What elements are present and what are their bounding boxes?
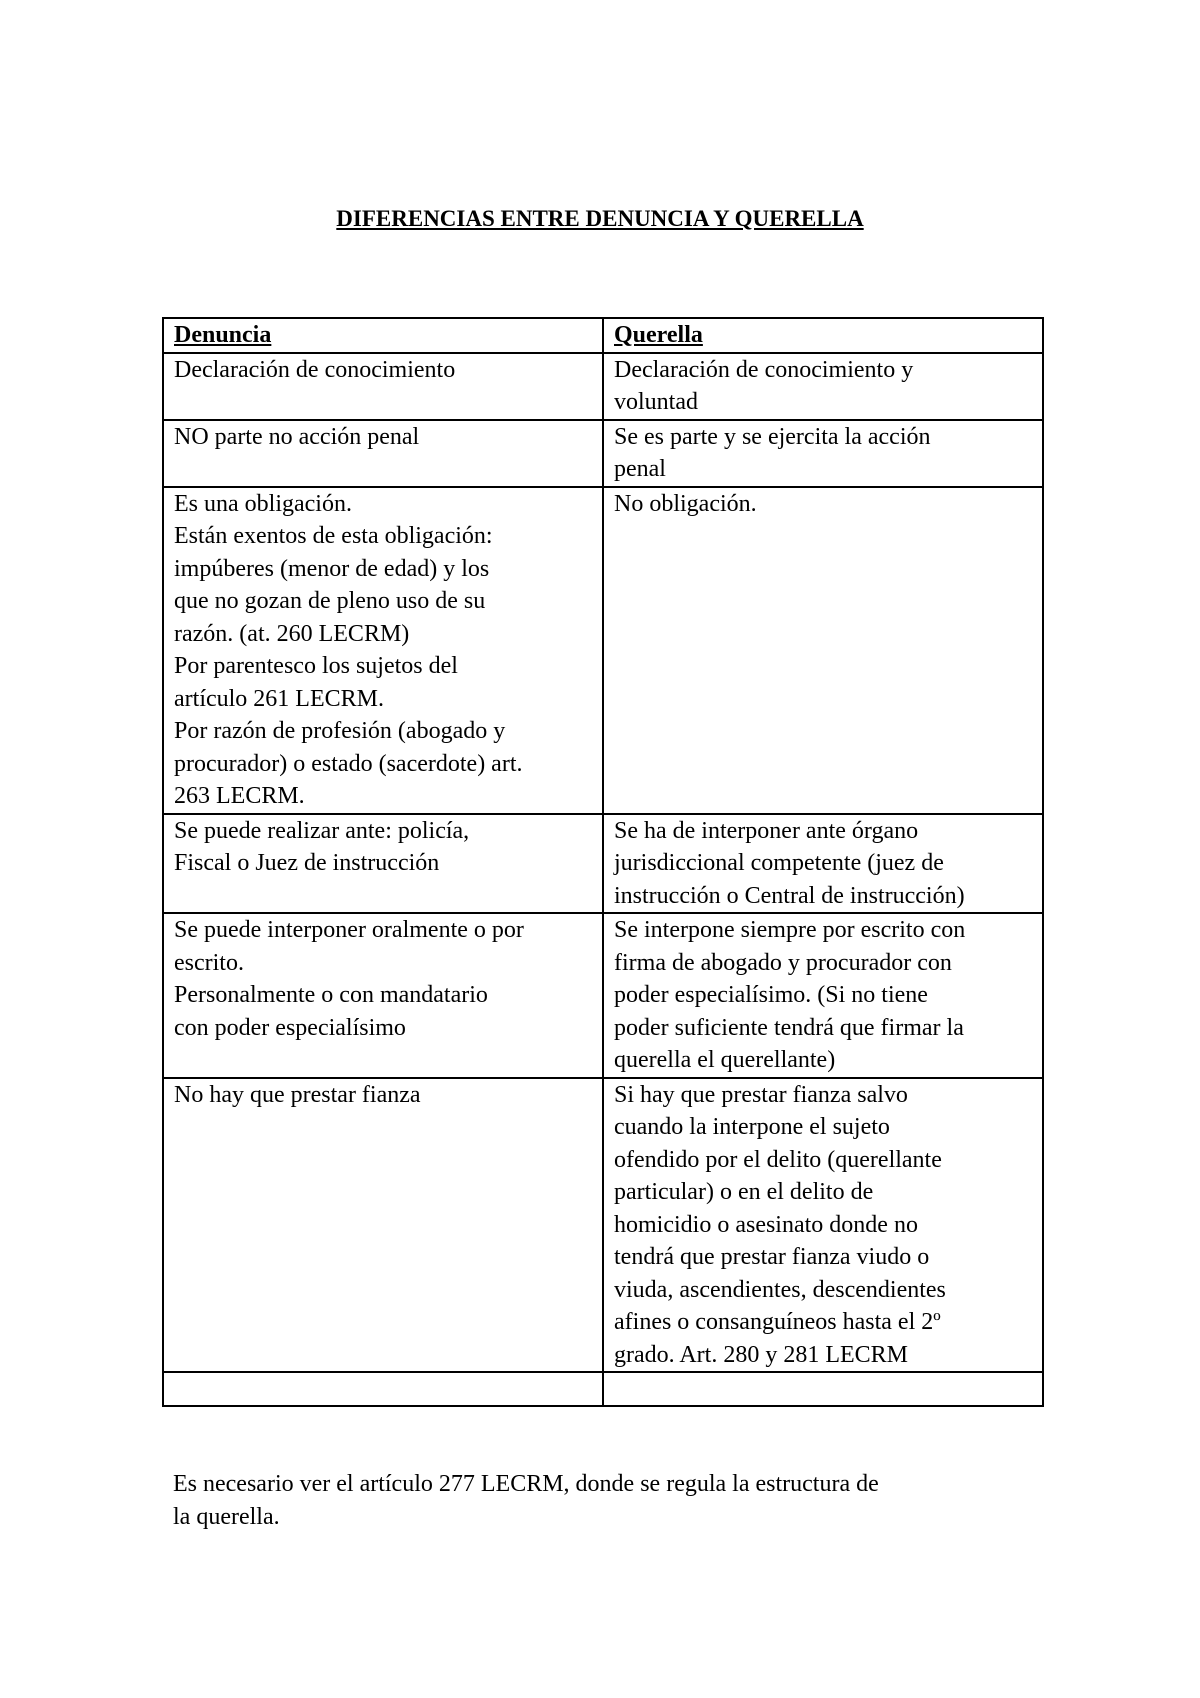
cell-querella: Se es parte y se ejercita la acción penal xyxy=(603,420,1043,487)
cell-querella: No obligación. xyxy=(603,487,1043,814)
cell-querella: Declaración de conocimiento y voluntad xyxy=(603,353,1043,420)
table-row xyxy=(163,353,1043,420)
document-title: DIFERENCIAS ENTRE DENUNCIA Y QUERELLA xyxy=(336,206,864,231)
cell-querella xyxy=(603,1372,1043,1406)
table-row xyxy=(163,913,1043,1078)
cell-denuncia: No hay que prestar fianza xyxy=(163,1078,603,1373)
header-querella: Querella xyxy=(603,318,1043,353)
table-header-row xyxy=(163,318,1043,353)
header-denuncia: Denuncia xyxy=(163,318,603,353)
table-row xyxy=(163,814,1043,914)
cell-denuncia xyxy=(163,1372,603,1406)
cell-querella: Se interpone siempre por escrito con firma de abogado y procurador con poder especialísimo. (Si no tiene poder suficiente tendrá que firmar la querella el querellante) xyxy=(603,913,1043,1078)
table-row xyxy=(163,487,1043,814)
table-row-empty xyxy=(163,1372,1043,1406)
table-row xyxy=(163,1078,1043,1373)
footnote-paragraph: Es necesario ver el artículo 277 LECRM, donde se regula la estructura de la querella. xyxy=(173,1471,879,1530)
table-row xyxy=(163,420,1043,487)
cell-denuncia: Se puede realizar ante: policía, Fiscal o Juez de instrucción xyxy=(163,814,603,914)
cell-querella: Se ha de interponer ante órgano jurisdiccional competente (juez de instrucción o Central de instrucción) xyxy=(603,814,1043,914)
cell-denuncia: Se puede interponer oralmente o por escrito. Personalmente o con mandatario con poder especialísimo xyxy=(163,913,603,1078)
comparison-table xyxy=(162,317,1044,1407)
cell-denuncia: Declaración de conocimiento xyxy=(163,353,603,420)
cell-denuncia: Es una obligación. Están exentos de esta obligación: impúberes (menor de edad) y los que no gozan de pleno uso de su razón. (at. 260 LECRM) Por parentesco los sujetos del artículo 261 LECRM. Por razón de profesión (abogado y procurador) o estado (sacerdote) art. 263 LECRM. xyxy=(163,487,603,814)
cell-denuncia: NO parte no acción penal xyxy=(163,420,603,487)
cell-querella: Si hay que prestar fianza salvo cuando la interpone el sujeto ofendido por el delito (querellante particular) o en el delito de homicidio o asesinato donde no tendrá que prestar fianza viudo o viuda, ascendientes, descendientes afines o consanguíneos hasta el 2º grado. Art. 280 y 281 LECRM xyxy=(603,1078,1043,1373)
